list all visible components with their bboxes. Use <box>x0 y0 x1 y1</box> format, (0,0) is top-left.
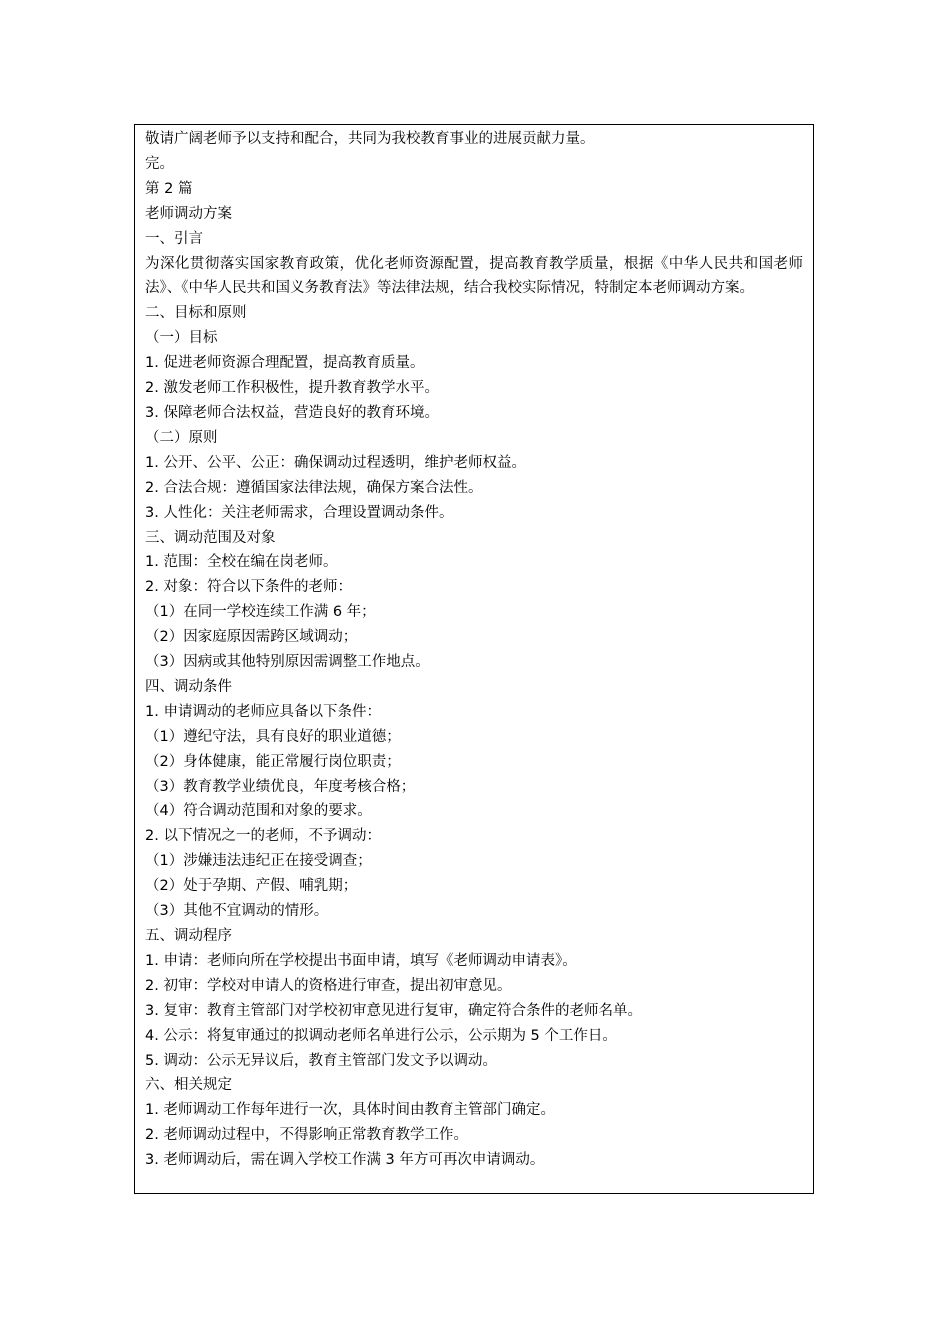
list-item: 1. 申请：老师向所在学校提出书面申请，填写《老师调动申请表》。 <box>145 952 577 969</box>
list-item: 5. 调动：公示无异议后，教育主管部门发文予以调动。 <box>145 1052 497 1069</box>
list-item: 3. 人性化：关注老师需求，合理设置调动条件。 <box>145 504 454 521</box>
subsection-heading: （二）原则 <box>145 429 218 446</box>
paragraph: 为深化贯彻落实国家教育政策，优化老师资源配置，提高教育教学质量，根据《中华人民共和国老师法》、《中华人民共和国义务教育法》等法律法规，结合我校实际情况，特制定本老师调动方案。 <box>145 255 803 297</box>
list-item: 4. 公示：将复审通过的拟调动老师名单进行公示，公示期为 5 个工作日。 <box>145 1027 617 1044</box>
section-heading: 二、目标和原则 <box>145 305 247 322</box>
list-item: 3. 老师调动后，需在调入学校工作满 3 年方可再次申请调动。 <box>145 1152 545 1169</box>
subsection-heading: （一）目标 <box>145 330 218 347</box>
document-title: 老师调动方案 <box>145 205 232 222</box>
sub-list-item: （3）教育教学业绩优良，年度考核合格； <box>145 778 416 795</box>
sub-list-item: （4）符合调动范围和对象的要求。 <box>145 803 372 820</box>
sub-list-item: （1）遵纪守法，具有良好的职业道德； <box>145 728 401 745</box>
sub-list-item: （3）其他不宜调动的情形。 <box>145 903 329 920</box>
list-item: 1. 老师调动工作每年进行一次，具体时间由教育主管部门确定。 <box>145 1102 555 1119</box>
list-item: 2. 合法合规：遵循国家法律法规，确保方案合法性。 <box>145 479 483 496</box>
list-item: 3. 复审：教育主管部门对学校初审意见进行复审，确定符合条件的老师名单。 <box>145 1002 642 1019</box>
section-heading: 一、引言 <box>145 230 203 247</box>
list-item: 3. 保障老师合法权益，营造良好的教育环境。 <box>145 404 439 421</box>
sub-list-item: （2）处于孕期、产假、哺乳期； <box>145 878 358 895</box>
list-item: 2. 以下情况之一的老师，不予调动： <box>145 828 381 845</box>
section-heading: 四、调动条件 <box>145 678 232 695</box>
list-item: 2. 对象：符合以下条件的老师： <box>145 579 352 596</box>
sub-list-item: （3）因病或其他特别原因需调整工作地点。 <box>145 654 430 671</box>
list-item: 2. 初审：学校对申请人的资格进行审查，提出初审意见。 <box>145 977 512 994</box>
text-line: 完。 <box>145 155 174 172</box>
list-item: 2. 激发老师工作积极性，提升教育教学水平。 <box>145 380 439 397</box>
section-heading: 三、调动范围及对象 <box>145 529 276 546</box>
list-item: 1. 范围：全校在编在岗老师。 <box>145 554 338 571</box>
document-frame <box>134 124 814 1194</box>
list-item: 1. 公开、公平、公正：确保调动过程透明，维护老师权益。 <box>145 454 526 471</box>
section-heading: 六、相关规定 <box>145 1077 232 1094</box>
sub-list-item: （2）因家庭原因需跨区域调动； <box>145 629 358 646</box>
text-line: 敬请广阔老师予以支持和配合，共同为我校教育事业的进展贡献力量。 <box>145 131 595 147</box>
list-item: 1. 申请调动的老师应具备以下条件： <box>145 703 381 720</box>
list-item: 2. 老师调动过程中，不得影响正常教育教学工作。 <box>145 1127 468 1144</box>
section-heading: 五、调动程序 <box>145 928 232 944</box>
sub-list-item: （1）涉嫌违法违纪正在接受调查； <box>145 853 372 870</box>
sub-list-item: （1）在同一学校连续工作满 6 年； <box>145 604 376 621</box>
section-number: 第 2 篇 <box>145 180 193 197</box>
list-item: 1. 促进老师资源合理配置，提高教育质量。 <box>145 355 425 372</box>
sub-list-item: （2）身体健康，能正常履行岗位职责； <box>145 753 401 770</box>
